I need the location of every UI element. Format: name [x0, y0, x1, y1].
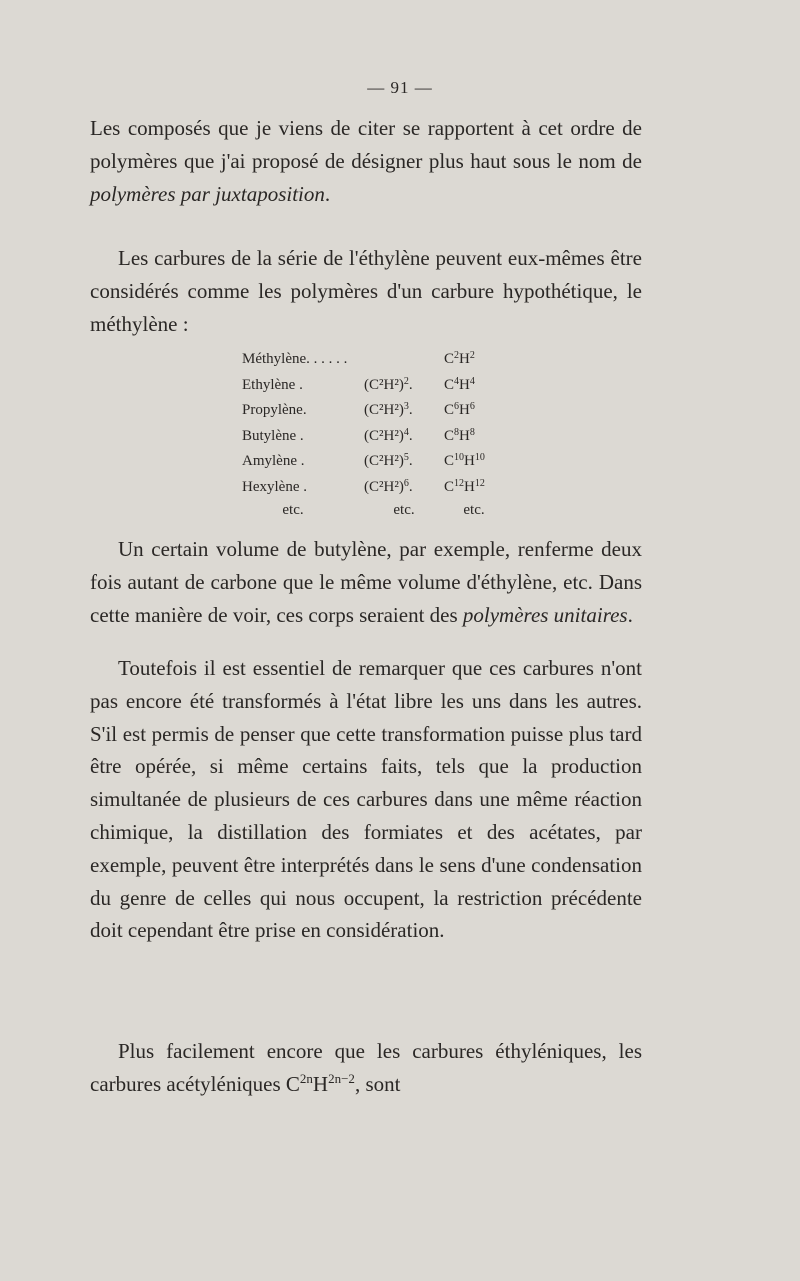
table-row — [242, 345, 504, 371]
polymer-exponent: 4 — [403, 426, 409, 438]
table-row — [242, 447, 504, 473]
formula-count: 2 — [469, 350, 475, 361]
table-row — [242, 473, 504, 499]
paragraph-5-sup-1: 2n — [299, 1070, 313, 1086]
etc-cell: etc. — [463, 501, 485, 518]
formula-count: 4 — [469, 375, 475, 387]
formula-element: C — [444, 351, 455, 367]
paragraph-5 — [90, 1035, 642, 1101]
paragraph-5-text: Plus facilement encore que les carbures éthyléniques, les carbures acétyléniques C — [90, 1039, 642, 1096]
formula-count: 8 — [469, 426, 475, 438]
formula — [444, 473, 504, 499]
etc-cell: etc. — [282, 501, 304, 518]
formula-element: H — [459, 427, 470, 444]
table-row — [242, 422, 504, 448]
table-row — [242, 396, 504, 422]
compound-name: Butylène . — [242, 427, 304, 444]
formula-element: H — [459, 402, 470, 419]
formula-element: C — [444, 376, 455, 393]
methylene-polymer-table — [242, 345, 504, 521]
compound-name: Méthylène. . . . . . — [242, 351, 348, 367]
formula — [444, 447, 504, 473]
formula-count: 6 — [454, 401, 460, 413]
formula-element: H — [459, 351, 470, 367]
formula-element: C — [444, 478, 455, 495]
paragraph-4 — [90, 652, 642, 947]
formula-element: C — [444, 453, 455, 470]
formula-count: 12 — [474, 477, 485, 489]
formula-element: C — [444, 402, 455, 419]
formula-element: C — [444, 427, 455, 444]
table-row-etc — [242, 499, 504, 522]
polymer-exponent: 2 — [403, 375, 409, 387]
formula — [444, 371, 504, 397]
table-body — [242, 345, 504, 521]
formula — [444, 345, 504, 371]
polymer-base: (C²H²) — [364, 427, 404, 444]
formula-count: 6 — [469, 401, 475, 413]
formula-count: 12 — [454, 477, 465, 489]
etc-cell: etc. — [393, 501, 415, 518]
formula-element: H — [459, 376, 470, 393]
polymer-base: (C²H²) — [364, 453, 404, 470]
paragraph-4-text: Toutefois il est essentiel de remarquer que ces carbures n'ont pas encore été transformés à l'état libre les uns dans les autres. S'il est permis de penser que cette transformation puisse plus tard être opérée, si même certains faits, tels que la production simultanée de plusieurs de ces carbures dans une même réaction chimique, la distillation des formiates et des acétates, par exemple, peuvent être interprétés dans le sens d'une condensation du genre de celles qui nous occupent, la restriction précédente doit cependant être prise en considération. — [90, 656, 642, 943]
polymer-base: (C²H²) — [364, 402, 404, 419]
formula-element: H — [464, 453, 475, 470]
polymer-base: (C²H²) — [364, 376, 404, 393]
formula-count: 8 — [454, 426, 460, 438]
polymer-expression: $(C^2H^2)^6$. — [364, 477, 413, 495]
formula-element: H — [464, 478, 475, 495]
formula — [444, 396, 504, 422]
paragraph-5-end: , sont — [354, 1071, 401, 1096]
compound-name: Hexylène . — [242, 478, 307, 495]
paragraph-2 — [90, 242, 642, 340]
paragraph-2-text: Les carbures de la série de l'éthylène peuvent eux-mêmes être considérés comme les polymères d'un carbure hypothétique, le méthylène : — [90, 246, 642, 336]
polymer-expression: $(C^2H^2)^2$. — [364, 375, 413, 393]
polymer-expression: $(C^2H^2)^3$. — [364, 401, 413, 419]
formula-count: 10 — [474, 452, 485, 464]
polymer-expression: $(C^2H^2)^4$. — [364, 426, 413, 444]
formula — [444, 422, 504, 448]
table-row — [242, 371, 504, 397]
polymer-expression: $(C^2H^2)^5$. — [364, 452, 413, 470]
compound-name: Amylène . — [242, 453, 305, 470]
formula-count: 2 — [454, 350, 460, 361]
paragraph-5-sup-2: 2n−2 — [328, 1070, 355, 1086]
formula-count: 4 — [454, 375, 460, 387]
paragraph-1-italic: polymères par juxtaposition — [90, 181, 325, 206]
polymer-expression — [364, 345, 444, 371]
compound-name: Propylène. — [242, 402, 307, 419]
polymer-exponent: 5 — [403, 452, 409, 464]
compound-name: Ethylène . — [242, 376, 303, 393]
paragraph-5-mid: H — [312, 1071, 329, 1096]
paragraph-3-italic: polymères unitaires — [462, 602, 628, 627]
paragraph-1-text: Les composés que je viens de citer se rapportent à cet ordre de polymères que j'ai proposé de désigner plus haut sous le nom de — [90, 116, 642, 173]
paragraph-3-text: Un certain volume de butylène, par exemple, renferme deux fois autant de carbone que le même volume d'éthylène, etc. Dans cette manière de voir, ces corps seraient des — [90, 537, 642, 627]
paragraph-3 — [90, 533, 642, 631]
paragraph-3-end: . — [627, 602, 633, 627]
polymer-exponent: 3 — [403, 401, 409, 413]
page-number: — 91 — — [367, 78, 433, 97]
formula-count: 10 — [454, 452, 465, 464]
paragraph-1 — [90, 112, 642, 210]
polymer-base: (C²H²) — [364, 478, 404, 495]
paragraph-1-end: . — [324, 181, 331, 206]
polymer-exponent: 6 — [403, 477, 409, 489]
